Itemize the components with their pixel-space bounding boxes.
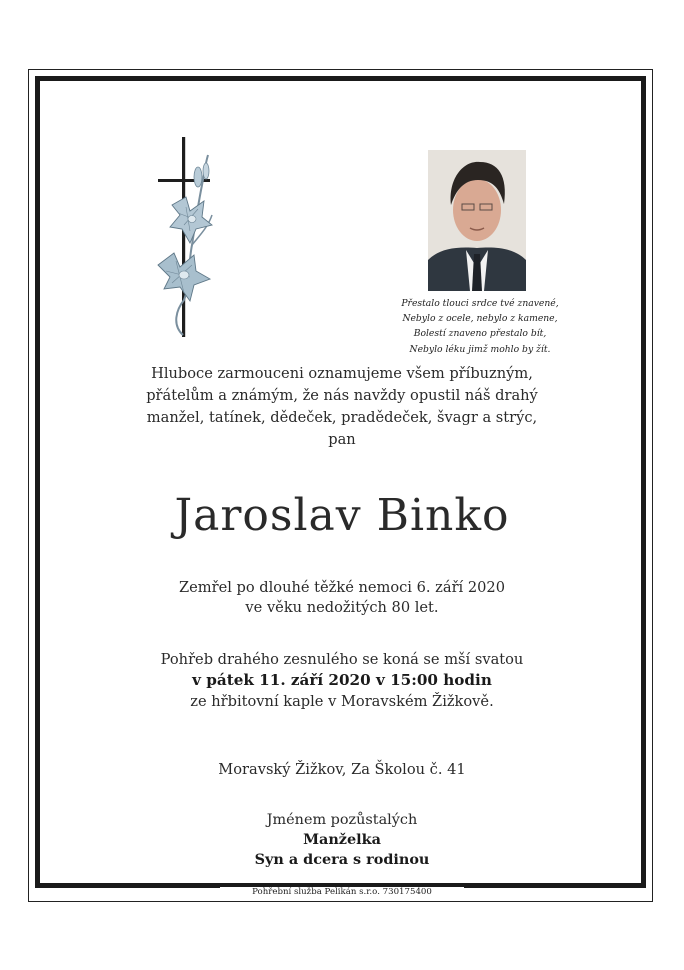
announcement-line: manžel, tatínek, dědeček, pradědeček, švagr a strýc, [146,409,538,426]
signoff [100,810,584,870]
memorial-poem [360,296,600,357]
poem-line: Bolestí znaveno přestalo bít, [413,328,547,340]
announcement-line: Hluboce zarmouceni oznamujeme všem příbuzným, [151,365,533,382]
funeral-location: ze hřbitovní kaple v Moravském Žižkově. [190,693,494,710]
death-line: Zemřel po dlouhé těžké nemoci 6. září 2020 [179,579,505,596]
family-address: Moravský Žižkov, Za Školou č. 41 [218,761,466,778]
poem-line: Přestalo tlouci srdce tvé znavené, [401,298,559,309]
announcement-line: přátelům a známým, že nás navždy opustil náš drahý [146,387,538,404]
announcement-line: pan [328,431,356,448]
poem-line: Nebylo z ocele, nebylo z kamene, [402,313,558,325]
death-notice [100,578,584,618]
funeral-line: Pohřeb drahého zesnulého se koná se mší svatou [160,651,524,668]
cross-with-lily-icon [150,135,220,340]
poem-line: Nebylo léku jimž mohlo by žít. [409,343,551,355]
portrait-photo [428,150,526,291]
funeral-service-footer: Pohřební služba Pelikán s.r.o. 730175400 [220,887,464,897]
signoff-spouse: Manželka [303,831,381,848]
deceased-name: Jaroslav Binko [174,490,510,541]
signoff-intro: Jménem pozůstalých [266,812,418,828]
funeral-date: v pátek 11. září 2020 v 15:00 hodin [192,671,492,689]
signoff-children: Syn a dcera s rodinou [254,851,430,868]
announcement-text [100,363,584,451]
funeral-info [100,649,584,712]
age-line: ve věku nedožitých 80 let. [245,599,439,616]
